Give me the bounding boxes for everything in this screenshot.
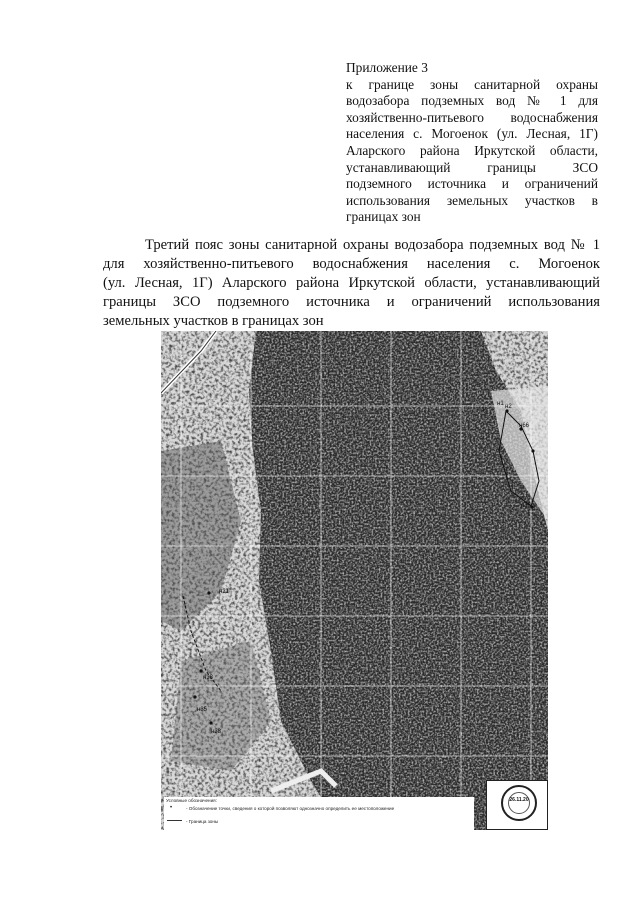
document-title: [103, 236, 600, 331]
legend-boundary-description: - Граница зоны: [186, 819, 219, 824]
appendix-line: населения с. Могоенок (ул. Лесная, 1Г): [346, 126, 598, 142]
appendix-header: [346, 60, 598, 226]
map-legend: [164, 797, 474, 831]
map-point-label: н33: [203, 675, 213, 681]
title-line: границы ЗСО подземного источника и ограничений использования: [103, 294, 600, 310]
map-point-label: н38: [211, 729, 221, 735]
boundary-line-icon: [167, 820, 182, 821]
approval-stamp: [486, 780, 548, 830]
appendix-line: хозяйственно-питьевого водоснабжения: [346, 109, 598, 125]
appendix-line: Аларского района Иркутской области,: [346, 142, 598, 158]
map-point-label: н1: [497, 401, 504, 407]
appendix-line: водозабора подземных вод № 1 для: [346, 93, 598, 109]
appendix-line: границах зон: [346, 209, 421, 225]
stamp-date: 26.11.20: [509, 797, 529, 803]
map-point-label: н16: [521, 503, 531, 509]
title-line: для хозяйственно-питьевого водоснабжения населения с. Могоенок: [103, 256, 600, 272]
title-line: (ул. Лесная, 1Г) Аларского района Иркутской области, устанавливающий: [103, 275, 600, 291]
map-point-label: н66: [519, 423, 529, 429]
appendix-line: использования земельных участков в: [346, 192, 598, 208]
appendix-line: устанавливающий границы ЗСО: [346, 159, 598, 175]
title-line: земельных участков в границах зон: [103, 313, 324, 329]
appendix-line: Приложение 3: [346, 60, 428, 75]
appendix-line: подземного источника и ограничений: [346, 176, 598, 192]
zone-map-image: [161, 331, 548, 830]
legend-point-description: - Обозначение точки, сведения о которой позволяют однозначно определить ее местоположение: [186, 806, 395, 811]
appendix-line: к границе зоны санитарной охраны: [346, 76, 598, 92]
point-symbol-icon: •: [170, 805, 173, 811]
map-point-label: н3: [481, 408, 488, 414]
title-line: Третий пояс зоны санитарной охраны водозабора подземных вод № 1: [145, 237, 600, 253]
map-svg: [161, 331, 548, 830]
map-point-label: н35: [197, 707, 207, 713]
legend-title: Условные обозначения:: [166, 798, 217, 803]
map-point-label: н21: [219, 589, 229, 595]
seal-icon: [501, 785, 537, 821]
map-point-label: н2: [505, 404, 512, 410]
